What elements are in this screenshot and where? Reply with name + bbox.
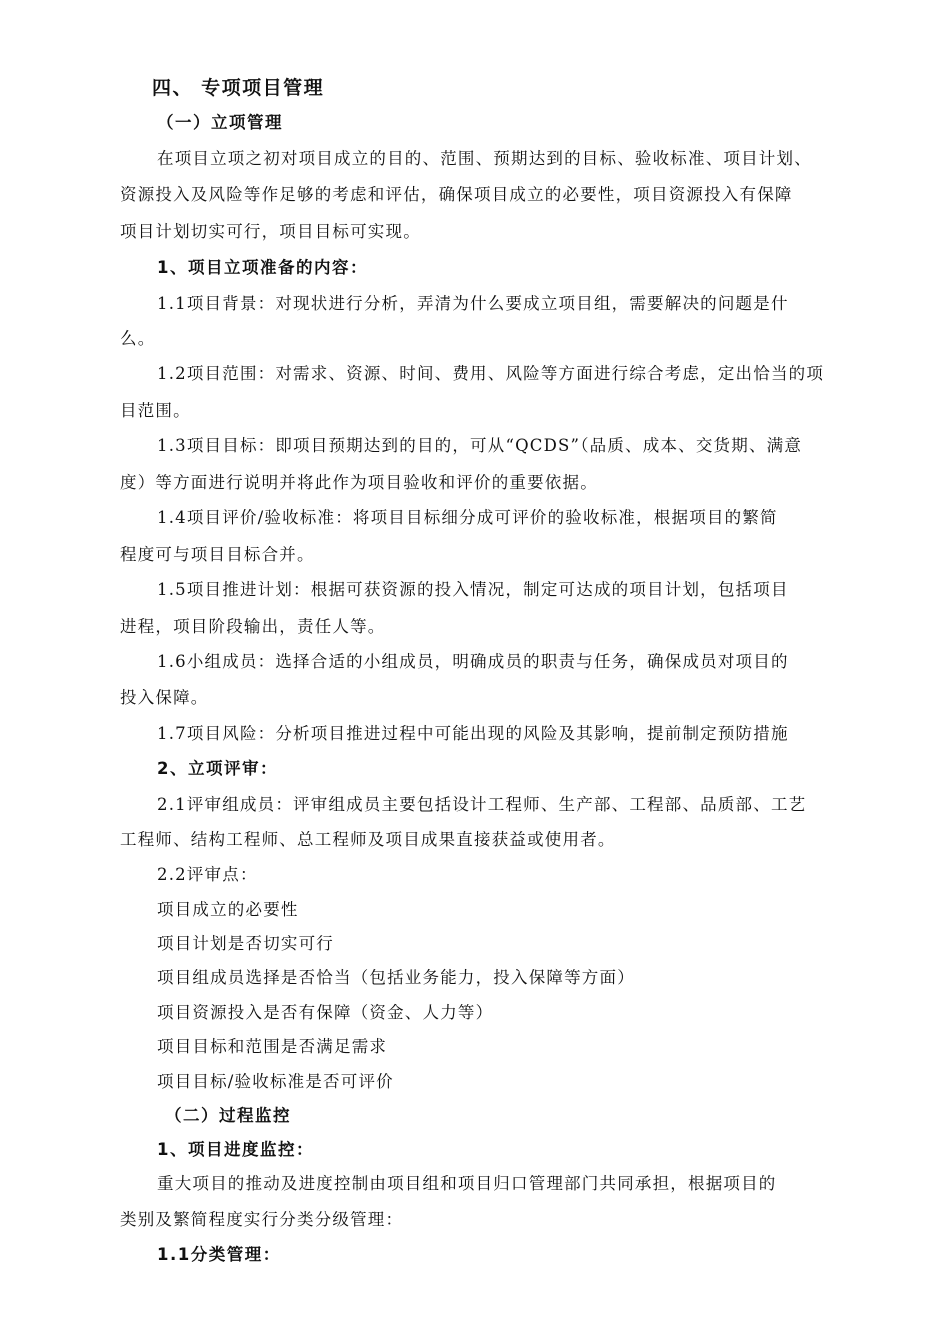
paragraph-line: 1.5项目推进计划：根据可获资源的投入情况，制定可达成的项目计划，包括项目 [157, 580, 789, 599]
paragraph-line: 度）等方面进行说明并将此作为项目验收和评价的重要依据。 [120, 473, 598, 492]
paragraph-line: 在项目立项之初对项目成立的目的、范围、预期达到的目标、验收标准、项目计划、 [157, 149, 812, 168]
paragraph-line: 1.7项目风险：分析项目推进过程中可能出现的风险及其影响，提前制定预防措施 [157, 724, 789, 743]
review-point: 项目目标和范围是否满足需求 [157, 1037, 388, 1056]
paragraph-line: 目范围。 [120, 401, 191, 420]
paragraph-line: 重大项目的推动及进度控制由项目组和项目归口管理部门共同承担，根据项目的 [157, 1174, 777, 1193]
paragraph-line: 项目计划切实可行，项目目标可实现。 [120, 222, 421, 241]
paragraph-line: 1.2项目范围：对需求、资源、时间、费用、风险等方面进行综合考虑，定出恰当的项 [157, 364, 825, 383]
review-point: 项目资源投入是否有保障（资金、人力等） [157, 1003, 494, 1022]
paragraph-line: 么。 [120, 329, 156, 348]
review-point: 项目计划是否切实可行 [157, 934, 334, 953]
subsection-title: 1.1分类管理： [157, 1245, 281, 1264]
review-point: 项目成立的必要性 [157, 900, 299, 919]
paragraph-line: 2.1评审组成员：评审组成员主要包括设计工程师、生产部、工程部、品质部、工艺 [157, 795, 807, 814]
paragraph-line: 1.4项目评价/验收标准：将项目目标细分成可评价的验收标准，根据项目的繁简 [157, 508, 778, 527]
section-title: （一）立项管理 [157, 113, 283, 132]
subsection-title: 1、项目进度监控： [157, 1140, 314, 1159]
paragraph-line: 类别及繁简程度实行分类分级管理： [120, 1210, 404, 1229]
paragraph-line: 1.6小组成员：选择合适的小组成员，明确成员的职责与任务，确保成员对项目的 [157, 652, 789, 671]
section-title: （二）过程监控 [165, 1106, 291, 1125]
review-point: 项目组成员选择是否恰当（包括业务能力，投入保障等方面） [157, 968, 635, 987]
paragraph-line: 资源投入及风险等作足够的考虑和评估，确保项目成立的必要性，项目资源投入有保障 [120, 185, 793, 204]
paragraph-line: 进程，项目阶段输出，责任人等。 [120, 617, 386, 636]
chapter-title: 四、 专项项目管理 [152, 77, 325, 99]
subsection-title: 1、项目立项准备的内容： [157, 258, 368, 277]
review-point: 项目目标/验收标准是否可评价 [157, 1072, 394, 1091]
paragraph-line: 投入保障。 [120, 688, 209, 707]
paragraph-line: 2.2评审点： [157, 865, 258, 884]
paragraph-line: 1.1项目背景：对现状进行分析，弄清为什么要成立项目组，需要解决的问题是什 [157, 294, 789, 313]
subsection-title: 2、立项评审： [157, 759, 278, 778]
paragraph-line: 程度可与项目目标合并。 [120, 545, 315, 564]
paragraph-line: 1.3项目目标：即项目预期达到的目的，可从“QCDS”（品质、成本、交货期、满意 [157, 436, 803, 455]
paragraph-line: 工程师、结构工程师、总工程师及项目成果直接获益或使用者。 [120, 830, 616, 849]
